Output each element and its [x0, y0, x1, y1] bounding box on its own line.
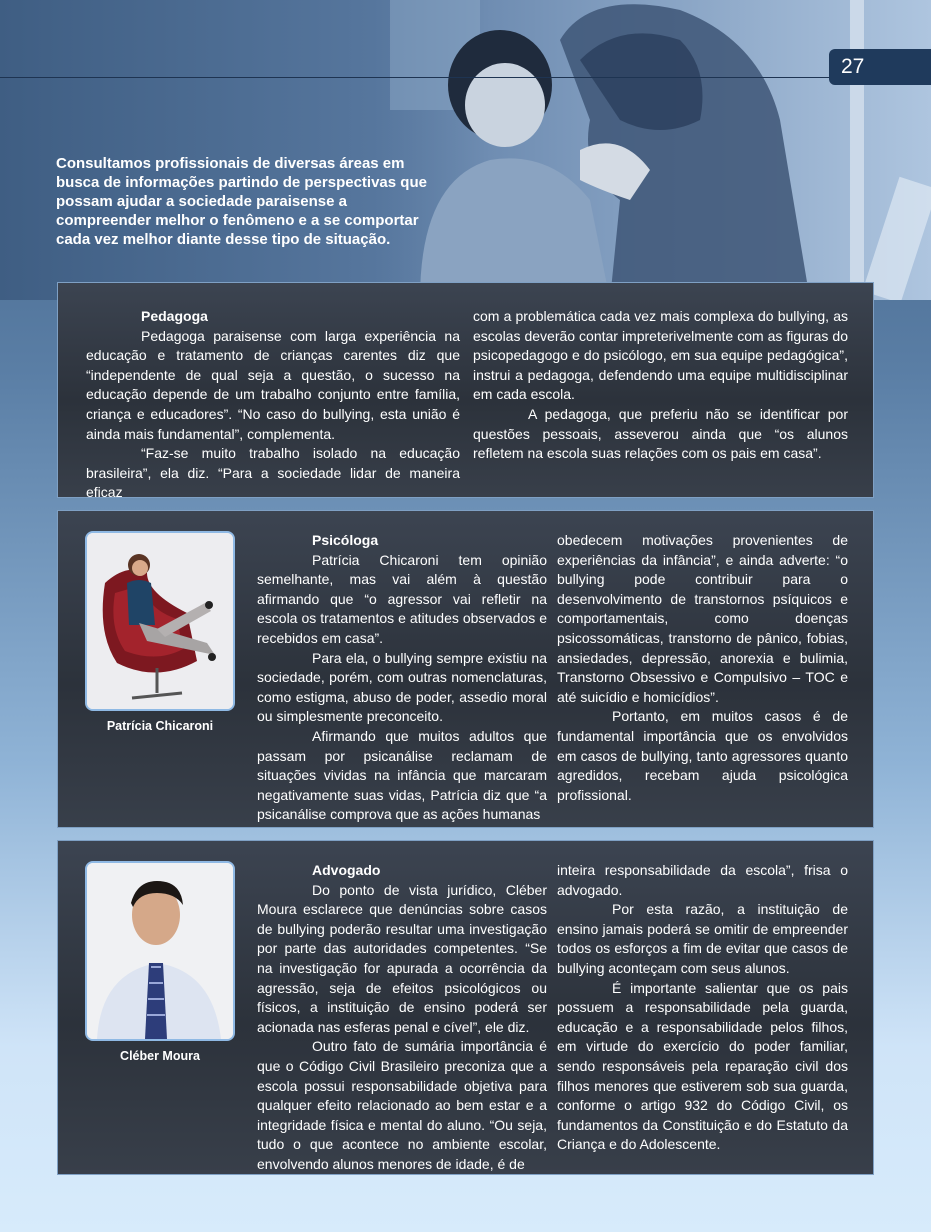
psicologa-right-column	[557, 531, 848, 805]
paragraph: A pedagoga, que preferiu não se identificar por questões pessoais, asseverou ainda que “os alunos refletem na escola suas relações com os pais em casa”.	[473, 405, 848, 462]
intro-paragraph: Consultamos profissionais de diversas áreas em busca de informações partindo de perspectivas que possam ajudar a sociedade paraisense a compreender melhor o fenômeno e a se comportar cada vez melhor diante desse tipo de situação.	[56, 155, 427, 248]
advogado-right-column	[557, 861, 848, 1155]
hero-banner	[0, 0, 931, 300]
advogado-box	[57, 840, 874, 1175]
advogado-left-column	[257, 861, 547, 1175]
section-heading: Psicóloga	[312, 532, 379, 548]
paragraph: Portanto, em muitos casos é de fundamental importância que os envolvidos em casos de bullying, tanto agressores quanto agredidos, recebam ajuda psicológica profissional.	[557, 708, 848, 803]
psicologa-left-column	[257, 531, 547, 825]
paragraph: É importante salientar que os pais possuem a responsabilidade pela guarda, educação e a responsabilidade pelos filhos, em virtude do exercício do poder familiar, sendo responsáveis pela reparação civil dos filhos menores que estiverem sob sua guarda, conforme o artigo 932 do Código Civil, os fundamentos da Constituição e do Estatuto da Criança e do Adolescente.	[557, 979, 848, 1153]
hero-photo	[380, 0, 931, 300]
section-heading: Advogado	[312, 862, 381, 878]
psicologa-photo	[85, 531, 235, 711]
pedagoga-left-column	[86, 307, 460, 503]
psicologa-caption: Patrícia Chicaroni	[106, 719, 214, 733]
paragraph: Por esta razão, a instituição de ensino jamais poderá se omitir de empreender todos os esforços a fim de evitar que casos de bullying aconteçam com seus alunos.	[557, 901, 848, 976]
paragraph: Pedagoga paraisense com larga experiência na educação e tratamento de crianças carentes diz que “independente de qual seja a questão, o sucesso na educação depende de um trabalho conjunto entre família, criança e educadores”. “No caso do bullying, esta união é ainda mais fundamental”, complementa.	[86, 327, 460, 442]
pedagoga-box	[57, 282, 874, 501]
paragraph: Afirmando que muitos adultos que passam por psicanálise reclamam de situações vividas na infância que marcaram negativamente suas vidas, Patrícia diz que “a psicanálise comprova que as ações humanas	[257, 727, 547, 823]
paragraph: inteira responsabilidade da escola”, frisa o advogado.	[557, 862, 848, 898]
section-heading: Pedagoga	[141, 308, 208, 324]
paragraph: Para ela, o bullying sempre existiu na sociedade, porém, com outras nomenclaturas, como estigma, abuso de poder, assedio moral ou simplesmente preconceito.	[257, 649, 547, 725]
paragraph: Outro fato de sumária importância é que o Código Civil Brasileiro preconiza que a escola possui responsabilidade objetiva para qualquer efeito relacionado ao bem estar e a integridade física e mental do aluno. “Ou seja, tudo o que acontece no ambiente escolar, envolvendo alunos menores de idade, é de	[257, 1038, 547, 1172]
paragraph: Do ponto de vista jurídico, Cléber Moura esclarece que denúncias sobre casos de bullying poderão resultar uma investigação por parte das autoridades competentes. “Se na investigação for apurada a ocorrência da agressão, seja de efeitos psicológicos ou físicos, a instituição de ensino poderá ser acionada nas esferas penal e cível”, ele diz.	[257, 881, 547, 1035]
pedagoga-right-column	[473, 307, 848, 464]
psicologa-box	[57, 510, 874, 828]
page-number: 27	[829, 49, 931, 85]
advogado-caption: Cléber Moura	[120, 1049, 200, 1063]
paragraph: obedecem motivações provenientes de experiências da infância”, e ainda adverte: “o bullying pode contribuir para o desenvolvimento de transtornos psíquicos e comportamentais, como doenças psicossomáticas, transtorno de pânico, fobias, ansiedades, depressão, anorexia e bulimia, Transtorno Obsessivo e Compulsivo – TOC e até suicídio e homicídios”.	[557, 532, 848, 705]
advogado-photo	[85, 861, 235, 1041]
paragraph: Patrícia Chicaroni tem opinião semelhante, mas vai além à questão afirmando que “o agressor vai refletir na escola os tratamentos e atitudes observados e recebidos em casa”.	[257, 551, 547, 646]
header-rule	[0, 77, 831, 78]
paragraph: com a problemática cada vez mais complexa do bullying, as escolas deverão contar impreterivelmente com as figuras do psicopedagogo e do psicólogo, em sua equipe pedagógica”, instrui a pedagoga, defendendo uma equipe multidisciplinar em cada escola.	[473, 308, 848, 403]
paragraph: “Faz-se muito trabalho isolado na educação brasileira”, ela diz. “Para a sociedade lidar de maneira eficaz	[86, 445, 460, 501]
